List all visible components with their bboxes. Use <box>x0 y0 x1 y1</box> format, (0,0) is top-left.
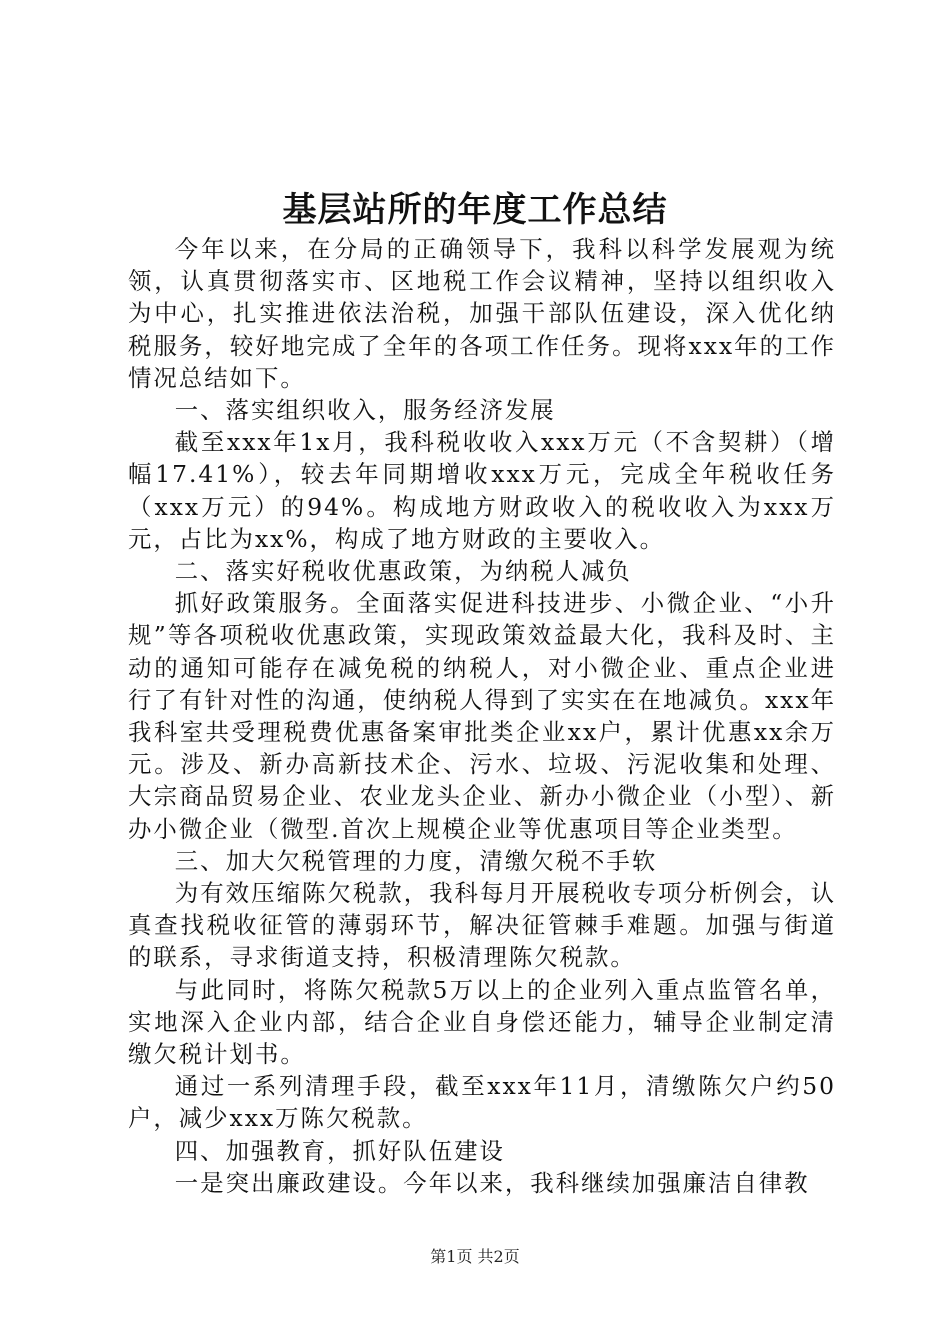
section-heading-4: 四、加强教育，抓好队伍建设 <box>174 1136 505 1165</box>
section-heading-3: 三、加大欠税管理的力度，清缴欠税不手软 <box>174 846 658 875</box>
section-heading-1: 一、落实组织收入，服务经济发展 <box>174 396 556 425</box>
section-1-paragraph: 截至xxx年1x月，我科税收收入xxx万元（不含契耕）（增幅17.41%），较去年同期增收xxx万元，完成全年税收任务（xxx万元）的94%。构成地方财政收入的税收收入为xxx万元，占比为xx%，构成了地方财政的主要收入。 <box>128 428 836 553</box>
document-title: 基层站所的年度工作总结 <box>282 190 668 230</box>
section-2-paragraph: 抓好政策服务。全面落实促进科技进步、小微企业、“小升规”等各项税收优惠政策，实现政策效益最大化，我科及时、主动的通知可能存在减免税的纳税人，对小微企业、重点企业进行了有针对性的沟通，使纳税人得到了实实在在地减负。xxx年我科室共受理税费优惠备案审批类企业xx户，累计优惠xx余万元。涉及、新办高新技术企、污水、垃圾、污泥收集和处理、大宗商品贸易企业、农业龙头企业、新办小微企业（小型）、新办小微企业（微型.首次上规模企业等优惠项目等企业类型。 <box>128 589 836 843</box>
section-3-paragraph-3: 通过一系列清理手段，截至xxx年11月，清缴陈欠户约50户，减少xxx万陈欠税款。 <box>128 1072 836 1133</box>
document-body <box>128 233 836 1199</box>
section-heading-2: 二、落实好税收优惠政策，为纳税人减负 <box>174 557 632 586</box>
section-3-paragraph-1: 为有效压缩陈欠税款，我科每月开展税收专项分析例会，认真查找税收征管的薄弱环节，解决征管棘手难题。加强与街道的联系，寻求街道支持，积极清理陈欠税款。 <box>128 879 836 972</box>
section-4-paragraph-1: 一是突出廉政建设。今年以来，我科继续加强廉洁自律教 <box>174 1168 810 1197</box>
intro-paragraph: 今年以来，在分局的正确领导下，我科以科学发展观为统领，认真贯彻落实市、区地税工作会议精神，坚持以组织收入为中心，扎实推进依法治税，加强干部队伍建设，深入优化纳税服务，较好地完成了全年的各项工作任务。现将xxx年的工作情况总结如下。 <box>128 235 836 392</box>
section-3-paragraph-2: 与此同时，将陈欠税款5万以上的企业列入重点监管名单，实地深入企业内部，结合企业自身偿还能力，辅导企业制定清缴欠税计划书。 <box>128 975 836 1069</box>
page-number-footer: 第1页 共2页 <box>430 1247 520 1266</box>
